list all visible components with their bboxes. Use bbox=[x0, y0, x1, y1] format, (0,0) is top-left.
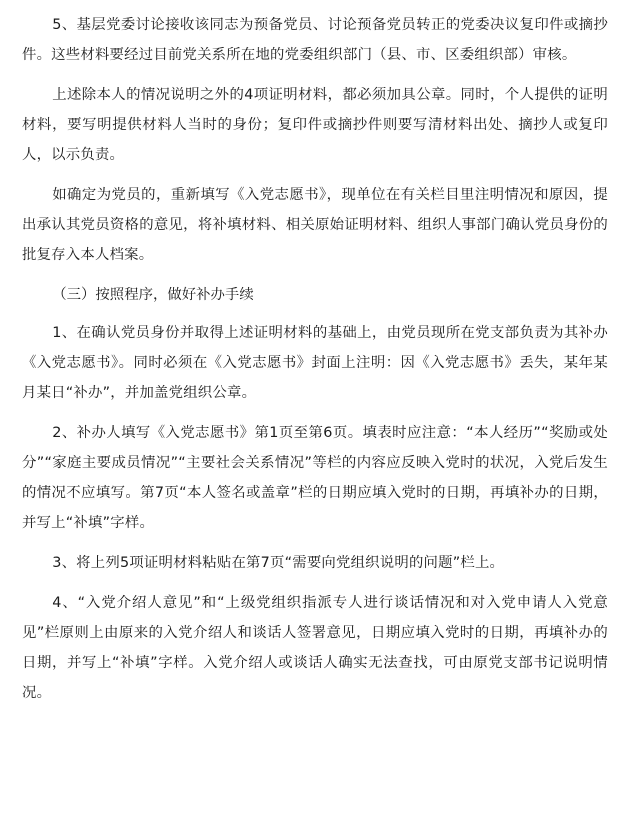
paragraph-proof-materials: 上述除本人的情况说明之外的4项证明材料，都必须加具公章。同时，个人提供的证明材料，要写明提供材料人当时的身份；复印件或摘抄件则要写清材料出处、摘抄人或复印人，以示负责。 bbox=[22, 87, 608, 163]
paragraph-step-3: 3、将上列5项证明材料粘贴在第7页“需要向党组织说明的问题”栏上。 bbox=[52, 555, 505, 571]
paragraph-spacer bbox=[22, 310, 608, 318]
paragraph-spacer bbox=[22, 272, 608, 280]
paragraph-confirm-member: 如确定为党员的，重新填写《入党志愿书》，现单位在有关栏目里注明情况和原因，提出承认其党员资格的意见，将补填材料、相关原始证明材料、组织人事部门确认党员身份的批复存入本人档案。 bbox=[22, 187, 608, 263]
paragraph-step-2: 2、补办人填写《入党志愿书》第1页至第6页。填表时应注意：“本人经历”“奖励或处分”“家庭主要成员情况”“主要社会关系情况”等栏的内容应反映入党时的状况，入党后发生的情况不应填写。第7页“本人签名或盖章”栏的日期应填入党时的日期，再填补办的日期，并写上“补填”字样。 bbox=[22, 425, 608, 531]
paragraph-spacer bbox=[22, 172, 608, 180]
paragraph-spacer bbox=[22, 410, 608, 418]
paragraph-spacer bbox=[22, 72, 608, 80]
heading-section-three: （三）按照程序，做好补办手续 bbox=[52, 287, 254, 303]
paragraph-step-4: 4、“入党介绍人意见”和“上级党组织指派专人进行谈话情况和对入党申请人入党意见”栏原则上由原来的入党介绍人和谈话人签署意见，日期应填入党时的日期，再填补办的日期，并写上“补填”字样。入党介绍人或谈话人确实无法查找，可由原党支部书记说明情况。 bbox=[22, 595, 608, 701]
paragraph-spacer bbox=[22, 540, 608, 548]
paragraph-item-5: 5、基层党委讨论接收该同志为预备党员、讨论预备党员转正的党委决议复印件或摘抄件。这些材料要经过目前党关系所在地的党委组织部门（县、市、区委组织部）审核。 bbox=[22, 17, 608, 63]
paragraph-step-1: 1、在确认党员身份并取得上述证明材料的基础上，由党员现所在党支部负责为其补办《入党志愿书》。同时必须在《入党志愿书》封面上注明：因《入党志愿书》丢失，某年某月某日“补办”，并加盖党组织公章。 bbox=[22, 325, 608, 401]
paragraph-spacer bbox=[22, 580, 608, 588]
